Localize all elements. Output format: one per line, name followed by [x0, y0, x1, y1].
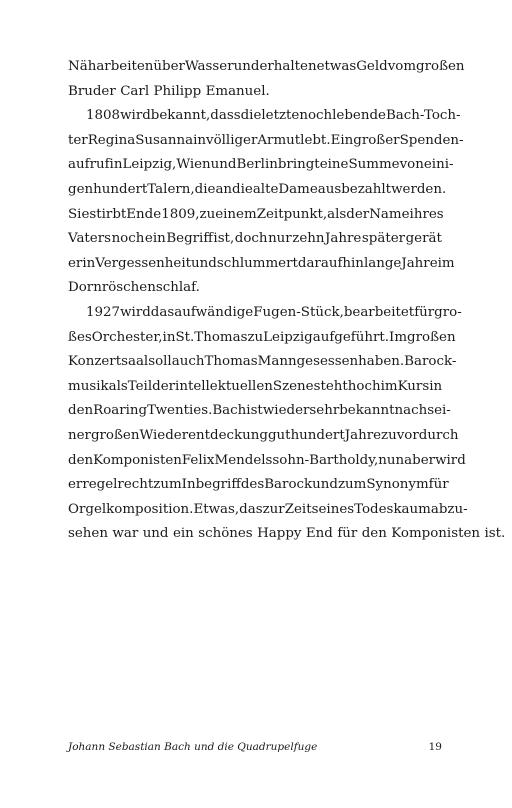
paragraph — [68, 104, 464, 301]
text-line: 1808 wird bekannt, dass die letzte noch lebende Bach-Toch- — [86, 108, 461, 124]
text-line: den Roaring Twenties. Bach ist wieder sehr bekannt nach sei- — [68, 403, 451, 419]
body-text — [68, 55, 506, 547]
text-line: Orgelkomposition. Etwas, das zur Zeit seines Todes kaum abzu- — [68, 501, 468, 517]
text-line: Bruder Carl Philipp Emanuel. — [68, 83, 270, 99]
text-line: 1927 wird das aufwändige Fugen-Stück, bearbeitet für gro- — [86, 304, 462, 320]
page-footer — [68, 741, 442, 753]
text-line: Konzertsaal soll auch Thomas Mann gesessen haben. Barock- — [68, 354, 457, 370]
text-line: ter Regina Susanna in völliger Armut lebt. Ein großer Spenden- — [68, 132, 464, 148]
text-line: Dornröschenschlaf. — [68, 280, 200, 296]
page-number: 19 — [428, 741, 442, 753]
text-line: ßes Orchester, in St. Thomas zu Leipzig aufgeführt. Im großen — [68, 329, 456, 345]
text-line: er regelrecht zum Inbegriff des Barock und zum Synonym für — [68, 477, 449, 493]
text-line: aufruf in Leipzig, Wien und Berlin bringt eine Summe von eini- — [68, 157, 454, 173]
text-line: Sie stirbt Ende 1809, zu einem Zeitpunkt, als der Name ihres — [68, 206, 444, 222]
text-line: den Komponisten Felix Mendelssohn-Bartholdy, nun aber wird — [68, 452, 466, 468]
text-line: Näharbeiten über Wasser und erhalten etwas Geld vom großen — [68, 59, 465, 74]
text-line: gen hundert Talern, die an die alte Dame ausbezahlt werden. — [68, 181, 447, 197]
paragraph — [68, 55, 465, 104]
text-line: sehen war und ein schönes Happy End für den Komponisten ist. — [68, 526, 506, 542]
text-line: er in Vergessenheit und schlummert daraufhin lange Jahre im — [68, 255, 455, 271]
running-title: Johann Sebastian Bach und die Quadrupelfuge — [68, 741, 318, 753]
text-line: musik als Teil der intellektuellen Szene steht hoch im Kurs in — [68, 378, 443, 394]
text-line: Vaters noch ein Begriff ist, doch nur zehn Jahre später gerät — [68, 231, 442, 247]
paragraph — [68, 301, 506, 547]
text-line: ner großen Wiederentdeckung gut hundert Jahre zuvor durch — [68, 427, 459, 443]
